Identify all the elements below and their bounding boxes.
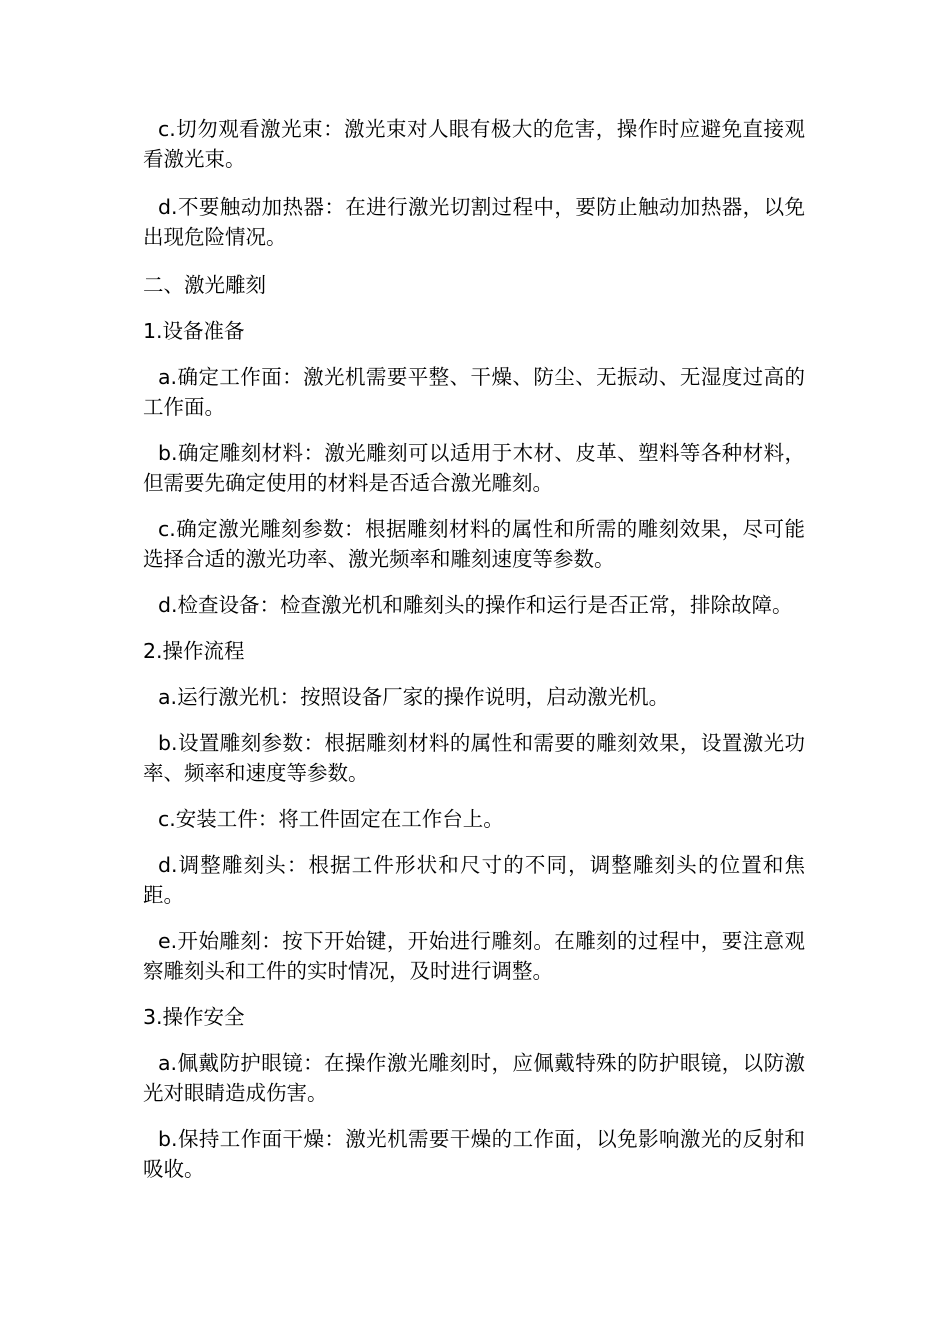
paragraph-c-mount-workpiece: c.安装工件：将工件固定在工作台上。 — [158, 807, 504, 831]
paragraph-d-adjust-head: d.调整雕刻头：根据工件形状和尺寸的不同，调整雕刻头的位置和焦距。 — [143, 853, 805, 907]
paragraph-e-start-engraving: e.开始雕刻：按下开始键，开始进行雕刻。在雕刻的过程中，要注意观察雕刻头和工件的实时情况，及时进行调整。 — [143, 929, 805, 983]
paragraph-a-run-machine: a.运行激光机：按照设备厂家的操作说明，启动激光机。 — [158, 685, 670, 709]
paragraph-a-goggles: a.佩戴防护眼镜：在操作激光雕刻时，应佩戴特殊的防护眼镜，以防激光对眼睛造成伤害。 — [143, 1051, 805, 1105]
paragraph-a-work-surface: a.确定工作面：激光机需要平整、干燥、防尘、无振动、无湿度过高的工作面。 — [143, 365, 805, 419]
document-page — [143, 114, 805, 1184]
paragraph-c-parameters: c.确定激光雕刻参数：根据雕刻材料的属性和所需的雕刻效果，尽可能选择合适的激光功率、激光频率和雕刻速度等参数。 — [143, 517, 805, 571]
paragraph-d-heater: d.不要触动加热器：在进行激光切割过程中，要防止触动加热器，以免出现危险情况。 — [143, 195, 805, 249]
paragraph-b-material: b.确定雕刻材料：激光雕刻可以适用于木材、皮革、塑料等各种材料，但需要先确定使用的材料是否适合激光雕刻。 — [143, 441, 805, 495]
paragraph-c-avoid-beam: c.切勿观看激光束：激光束对人眼有极大的危害，操作时应避免直接观看激光束。 — [143, 117, 805, 171]
paragraph-b-set-parameters: b.设置雕刻参数：根据雕刻材料的属性和需要的雕刻效果，设置激光功率、频率和速度等参数。 — [143, 731, 805, 785]
paragraph-d-check-equipment: d.检查设备：检查激光机和雕刻头的操作和运行是否正常，排除故障。 — [158, 593, 793, 617]
paragraph-b-dry-surface: b.保持工作面干燥：激光机需要干燥的工作面，以免影响激光的反射和吸收。 — [143, 1127, 805, 1181]
section-heading-laser-engraving: 二、激光雕刻 — [143, 273, 266, 297]
subheading-operation-safety: 3.操作安全 — [143, 1005, 245, 1029]
subheading-operation-process: 2.操作流程 — [143, 639, 245, 663]
subheading-equipment-prep: 1.设备准备 — [143, 319, 245, 343]
